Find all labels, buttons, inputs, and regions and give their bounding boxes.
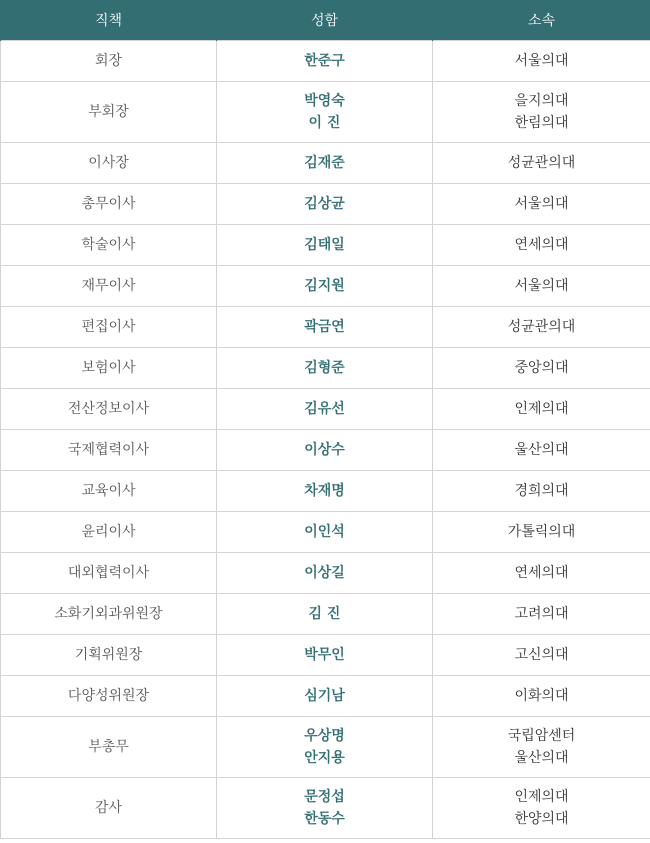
name-cell xyxy=(217,512,433,553)
affiliation-cell xyxy=(433,553,650,594)
affiliation-name: 이화의대 xyxy=(514,688,569,704)
position-cell: 편집이사 xyxy=(1,307,217,348)
affiliation-cell xyxy=(433,717,650,778)
affiliation-name: 가톨릭의대 xyxy=(507,524,576,540)
affiliation-name: 중앙의대 xyxy=(514,360,569,376)
table-row xyxy=(1,225,650,266)
affiliation-name: 성균관의대 xyxy=(507,155,576,171)
position-cell: 국제협력이사 xyxy=(1,430,217,471)
affiliation-name: 고려의대 xyxy=(514,606,569,622)
name-cell xyxy=(217,348,433,389)
affiliation-cell xyxy=(433,471,650,512)
table-row xyxy=(1,553,650,594)
position-cell: 재무이사 xyxy=(1,266,217,307)
member-name: 박영숙 xyxy=(304,93,345,109)
affiliation-cell xyxy=(433,389,650,430)
table-row xyxy=(1,471,650,512)
position-cell: 부총무 xyxy=(1,717,217,778)
affiliation-name: 국립암센터 xyxy=(507,728,576,744)
position-cell: 소화기외과위원장 xyxy=(1,594,217,635)
position-cell: 감사 xyxy=(1,778,217,839)
affiliation-name: 을지의대 xyxy=(514,93,569,109)
name-cell xyxy=(217,717,433,778)
position-cell: 회장 xyxy=(1,41,217,82)
member-name: 박무인 xyxy=(304,647,345,663)
table-row xyxy=(1,717,650,778)
member-name: 우상명 xyxy=(304,728,345,744)
header-affiliation: 소속 xyxy=(433,0,650,41)
affiliation-name: 한양의대 xyxy=(514,811,569,827)
table-row xyxy=(1,635,650,676)
member-name: 차재명 xyxy=(304,483,345,499)
affiliation-cell xyxy=(433,266,650,307)
name-cell xyxy=(217,430,433,471)
position-cell: 교육이사 xyxy=(1,471,217,512)
name-cell xyxy=(217,778,433,839)
member-name: 김형준 xyxy=(304,360,345,376)
name-cell xyxy=(217,41,433,82)
table-row xyxy=(1,82,650,143)
affiliation-name: 경희의대 xyxy=(514,483,569,499)
name-cell xyxy=(217,143,433,184)
table-row xyxy=(1,512,650,553)
table-body xyxy=(1,41,650,839)
affiliation-name: 연세의대 xyxy=(514,237,569,253)
affiliation-name: 고신의대 xyxy=(514,647,569,663)
table-row xyxy=(1,266,650,307)
member-name: 김지원 xyxy=(304,278,345,294)
affiliation-name: 서울의대 xyxy=(514,278,569,294)
table-row xyxy=(1,307,650,348)
affiliation-name: 성균관의대 xyxy=(507,319,576,335)
affiliation-cell xyxy=(433,778,650,839)
name-cell xyxy=(217,676,433,717)
table-row xyxy=(1,778,650,839)
affiliation-cell xyxy=(433,307,650,348)
member-name: 한동수 xyxy=(304,811,345,827)
name-cell xyxy=(217,594,433,635)
affiliation-cell xyxy=(433,82,650,143)
position-cell: 다양성위원장 xyxy=(1,676,217,717)
member-name: 한준구 xyxy=(304,53,345,69)
member-name: 곽금연 xyxy=(304,319,345,335)
affiliation-cell xyxy=(433,184,650,225)
member-name: 심기남 xyxy=(304,688,345,704)
member-name: 안지용 xyxy=(304,750,345,766)
member-name: 김재준 xyxy=(304,155,345,171)
affiliation-name: 울산의대 xyxy=(514,750,569,766)
name-cell xyxy=(217,471,433,512)
member-name: 김유선 xyxy=(304,401,345,417)
affiliation-cell xyxy=(433,225,650,266)
position-cell: 대외협력이사 xyxy=(1,553,217,594)
table-row xyxy=(1,676,650,717)
name-cell xyxy=(217,184,433,225)
position-cell: 학술이사 xyxy=(1,225,217,266)
table-row xyxy=(1,389,650,430)
affiliation-name: 서울의대 xyxy=(514,196,569,212)
header-position: 직책 xyxy=(1,0,217,41)
name-cell xyxy=(217,389,433,430)
member-name: 김 진 xyxy=(308,606,341,622)
position-cell: 총무이사 xyxy=(1,184,217,225)
name-cell xyxy=(217,635,433,676)
table-row xyxy=(1,41,650,82)
position-cell: 보험이사 xyxy=(1,348,217,389)
member-name: 김상균 xyxy=(304,196,345,212)
affiliation-name: 인제의대 xyxy=(514,789,569,805)
member-name: 이상길 xyxy=(304,565,345,581)
name-cell xyxy=(217,266,433,307)
member-name: 이인석 xyxy=(304,524,345,540)
affiliation-cell xyxy=(433,348,650,389)
affiliation-name: 서울의대 xyxy=(514,53,569,69)
affiliation-cell xyxy=(433,41,650,82)
position-cell: 기획위원장 xyxy=(1,635,217,676)
position-cell: 전산정보이사 xyxy=(1,389,217,430)
affiliation-name: 인제의대 xyxy=(514,401,569,417)
name-cell xyxy=(217,553,433,594)
name-cell xyxy=(217,82,433,143)
affiliation-cell xyxy=(433,635,650,676)
table-row xyxy=(1,594,650,635)
affiliation-name: 울산의대 xyxy=(514,442,569,458)
header-row xyxy=(1,0,650,41)
name-cell xyxy=(217,225,433,266)
table-row xyxy=(1,184,650,225)
table-header xyxy=(1,0,650,41)
name-cell xyxy=(217,307,433,348)
affiliation-cell xyxy=(433,594,650,635)
member-name: 이 진 xyxy=(308,115,341,131)
position-cell: 이사장 xyxy=(1,143,217,184)
header-name: 성함 xyxy=(217,0,433,41)
position-cell: 윤리이사 xyxy=(1,512,217,553)
table-row xyxy=(1,348,650,389)
table-row xyxy=(1,143,650,184)
member-name: 문정섭 xyxy=(304,789,345,805)
member-name: 김태일 xyxy=(304,237,345,253)
table-row xyxy=(1,430,650,471)
affiliation-cell xyxy=(433,676,650,717)
position-cell: 부회장 xyxy=(1,82,217,143)
affiliation-cell xyxy=(433,430,650,471)
affiliation-name: 한림의대 xyxy=(514,115,569,131)
affiliation-name: 연세의대 xyxy=(514,565,569,581)
member-name: 이상수 xyxy=(304,442,345,458)
affiliation-cell xyxy=(433,143,650,184)
affiliation-cell xyxy=(433,512,650,553)
